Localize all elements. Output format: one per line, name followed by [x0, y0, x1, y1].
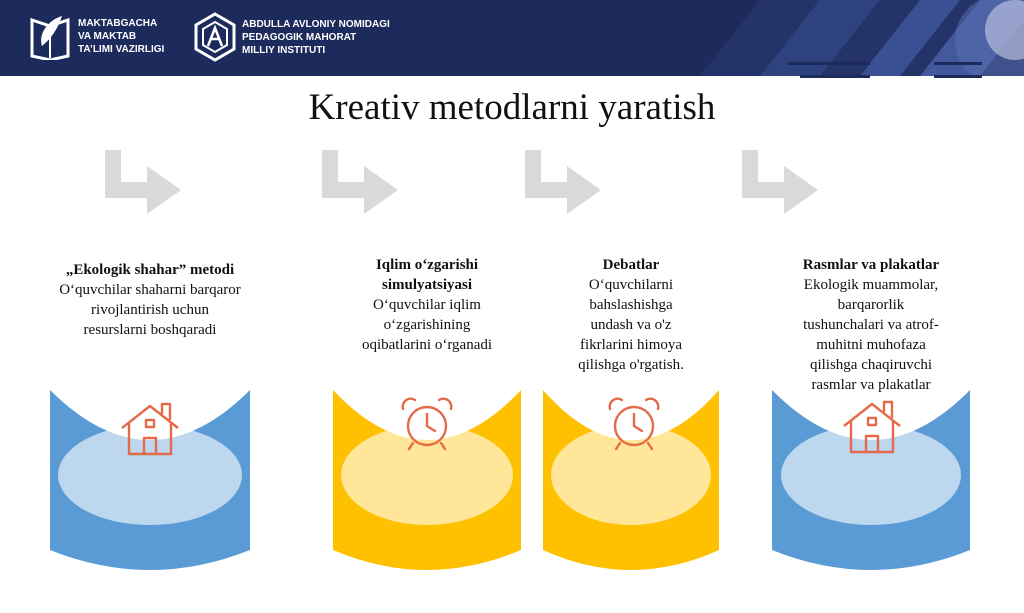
card-body-line: qilishga o'rgatish.	[578, 357, 684, 373]
ministry-logo-line-1: MAKTABGACHA	[78, 17, 158, 29]
method-card-ecologic-city	[50, 250, 250, 580]
page-title: Kreativ metodlarni yaratish	[308, 87, 716, 128]
institute-logo-line-3: MILLIY INSTITUTI	[242, 44, 326, 56]
card-body-line: bahslashishga	[589, 297, 673, 313]
method-card-posters	[772, 250, 970, 580]
card-heading: „Ekologik shahar” metodi	[65, 262, 235, 278]
card-body-line: oqibatlarini o‘rganadi	[361, 337, 493, 353]
ministry-book-icon	[28, 12, 72, 60]
card-body-line: fikrlarini himoya	[579, 337, 683, 353]
card-body-line: o‘zgarishining	[383, 317, 471, 333]
method-card-climate-simulation	[333, 250, 521, 580]
bent-arrow-icon	[523, 148, 603, 218]
card-body-line: O‘quvchilarni	[588, 277, 674, 293]
card-body-line: undash va o'z	[590, 317, 672, 333]
card-heading: Iqlim o‘zgarishi	[375, 257, 479, 273]
ministry-logo-line-2: VA MAKTAB	[78, 30, 137, 42]
card-heading: Rasmlar va plakatlar	[802, 257, 940, 273]
card-body-line: muhitni muhofaza	[816, 337, 926, 353]
institute-logo	[194, 12, 390, 62]
card-heading: Debatlar	[602, 257, 660, 273]
ministry-logo-line-3: TA’LIMI VAZIRLIGI	[78, 43, 165, 55]
institute-logo-line-1: ABDULLA AVLONIY NOMIDAGI	[242, 18, 390, 30]
card-body-line: O‘quvchilar iqlim	[373, 297, 481, 313]
ministry-logo	[28, 12, 164, 60]
bent-arrow-icon	[740, 148, 820, 218]
house-icon	[842, 398, 902, 454]
card-body-line: rasmlar va plakatlar	[811, 377, 931, 393]
institute-emblem-icon	[194, 12, 236, 62]
card-body-line: qilishga chaqiruvchi	[809, 357, 933, 373]
card-body-line: Ekologik muammolar,	[803, 277, 939, 293]
card-heading: simulyatsiyasi	[381, 277, 472, 293]
bent-arrow-icon	[320, 148, 400, 218]
alarm-clock-icon	[606, 395, 662, 451]
card-body-line: barqarorlik	[837, 297, 905, 313]
header-bar	[0, 0, 1024, 76]
card-body-line: resurslarni boshqaradi	[83, 322, 217, 338]
card-body-line: O‘quvchilar shaharni barqaror	[59, 282, 241, 298]
card-body-line: rivojlantirish uchun	[91, 302, 209, 318]
house-icon	[120, 400, 180, 456]
bent-arrow-icon	[103, 148, 183, 218]
card-body-line: tushunchalari va atrof-	[803, 317, 939, 333]
method-card-debates	[543, 250, 719, 580]
alarm-clock-icon	[399, 395, 455, 451]
institute-logo-line-2: PEDAGOGIK MAHORAT	[242, 31, 357, 43]
